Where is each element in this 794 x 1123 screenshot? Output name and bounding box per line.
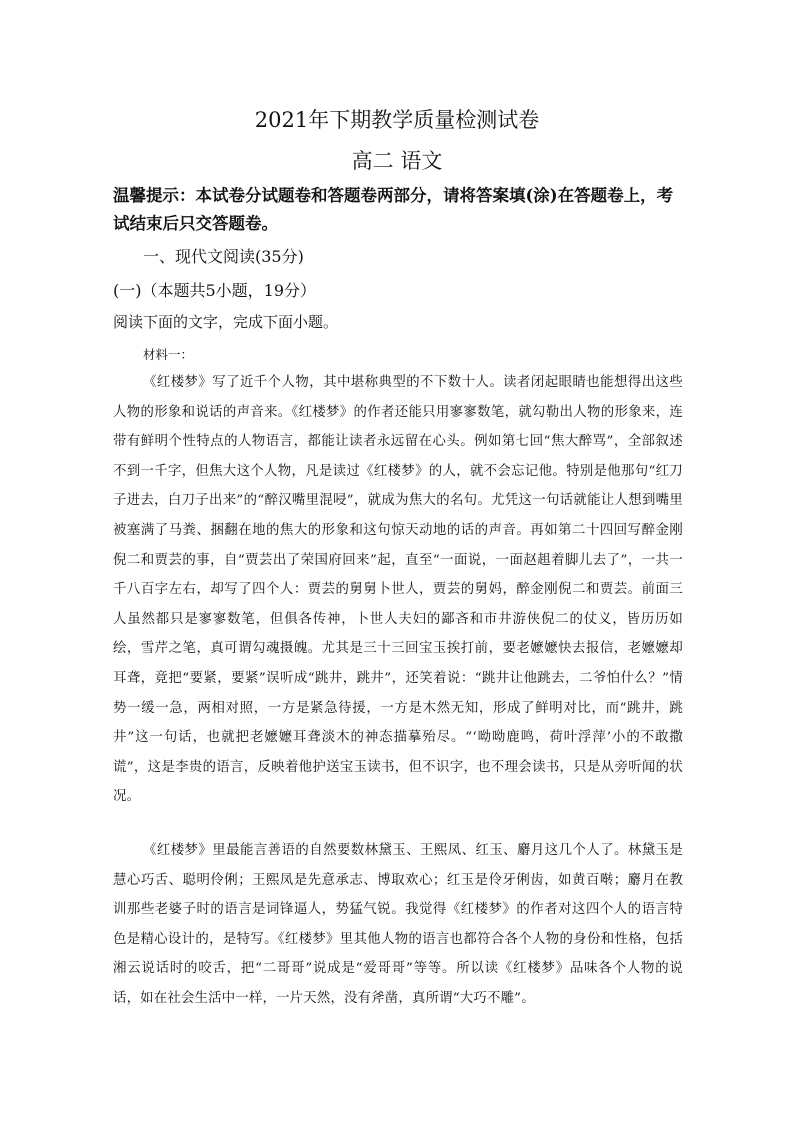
exam-title: 2021年下期教学质量检测试卷 xyxy=(254,108,540,132)
paragraph-2: 《红楼梦》里最能言善语的自然要数林黛玉、王熙凤、红玉、麝月这几个人了。林黛玉是慧心巧舌、聪明伶俐；王熙凤是先意承志、博取欢心；红玉是伶牙俐齿，如黄百啭；麝月在教训那些老婆子时的语言是词锋逼人，势猛气锐。我觉得《红楼梦》的作者对这四个人的语言特色是精心设计的，是特写。《红楼梦》里其他人物的语言也都符合各个人物的身份和性格，包括湘云说话时的咬舌，把“二哥哥”说成是“爱哥哥”等等。所以读《红楼梦》品味各个人物的说话，如在社会生活中一样，一片天然，没有斧凿，真所谓“大巧不雕”。 xyxy=(113,843,683,1006)
material-label: 材料一： xyxy=(143,347,194,362)
reading-instruction: 阅读下面的文字，完成下面小题。 xyxy=(113,313,339,331)
exam-subtitle: 高二 语文 xyxy=(351,149,443,173)
warm-tip: 温馨提示：本试卷分试题卷和答题卷两部分，请将答案填(涂)在答题卷上，考试结束后只交答题卷。 xyxy=(113,186,674,233)
subsection-heading: (一)（本题共5小题，19分） xyxy=(113,281,317,300)
paragraph-1: 《红楼梦》写了近千个人物，其中堪称典型的不下数十人。读者闭起眼睛也能想得出这些人物的形象和说话的声音来。《红楼梦》的作者还能只用寥寥数笔，就勾勒出人物的形象来，连带有鲜明个性特点的人物语言，都能让读者永远留在心头。例如第七回“焦大醉骂”，全部叙述不到一千字，但焦大这个人物，凡是读过《红楼梦》的人，就不会忘记他。特别是他那句“红刀子进去，白刀子出来”的“醉汉嘴里混唚”，就成为焦大的名句。尤凭这一句话就能让人想到嘴里被塞满了马粪、捆翻在地的焦大的形象和这句惊天动地的话的声音。再如第二十四回写醉金刚倪二和贾芸的事，自“贾芸出了荣国府回来”起，直至“一面说，一面赵趄着脚儿去了”，一共一千八百字左右，却写了四个人：贾芸的舅舅卜世人，贾芸的舅妈，醉金刚倪二和贾芸。前面三人虽然都只是寥寥数笔，但俱各传神，卜世人夫妇的鄙吝和市井游侠倪二的仗义，皆历历如绘，雪芹之笔，真可谓勾魂摄魄。尤其是三十三回宝玉挨打前，要老嬷嬷快去报信，老嬷嬷却耳聋，竟把“要紧，要紧”误听成“跳井，跳井”，还笑着说：“跳井让他跳去，二爷怕什么？”情势一缓一急，两相对照，一方是紧急待援，一方是木然无知，形成了鲜明对比，而“跳井，跳井”这一句话，也就把老嬷嬷耳聋淡木的神态描摹殆尽。“‘呦呦鹿鸣，荷叶浮萍’小的不敢撒谎”，这是李贵的语言，反映着他护送宝玉读书，但不识字，也不理会读书，只是从旁听闻的状况。 xyxy=(113,375,683,805)
section-heading: 一、现代文阅读(35分) xyxy=(143,247,304,266)
